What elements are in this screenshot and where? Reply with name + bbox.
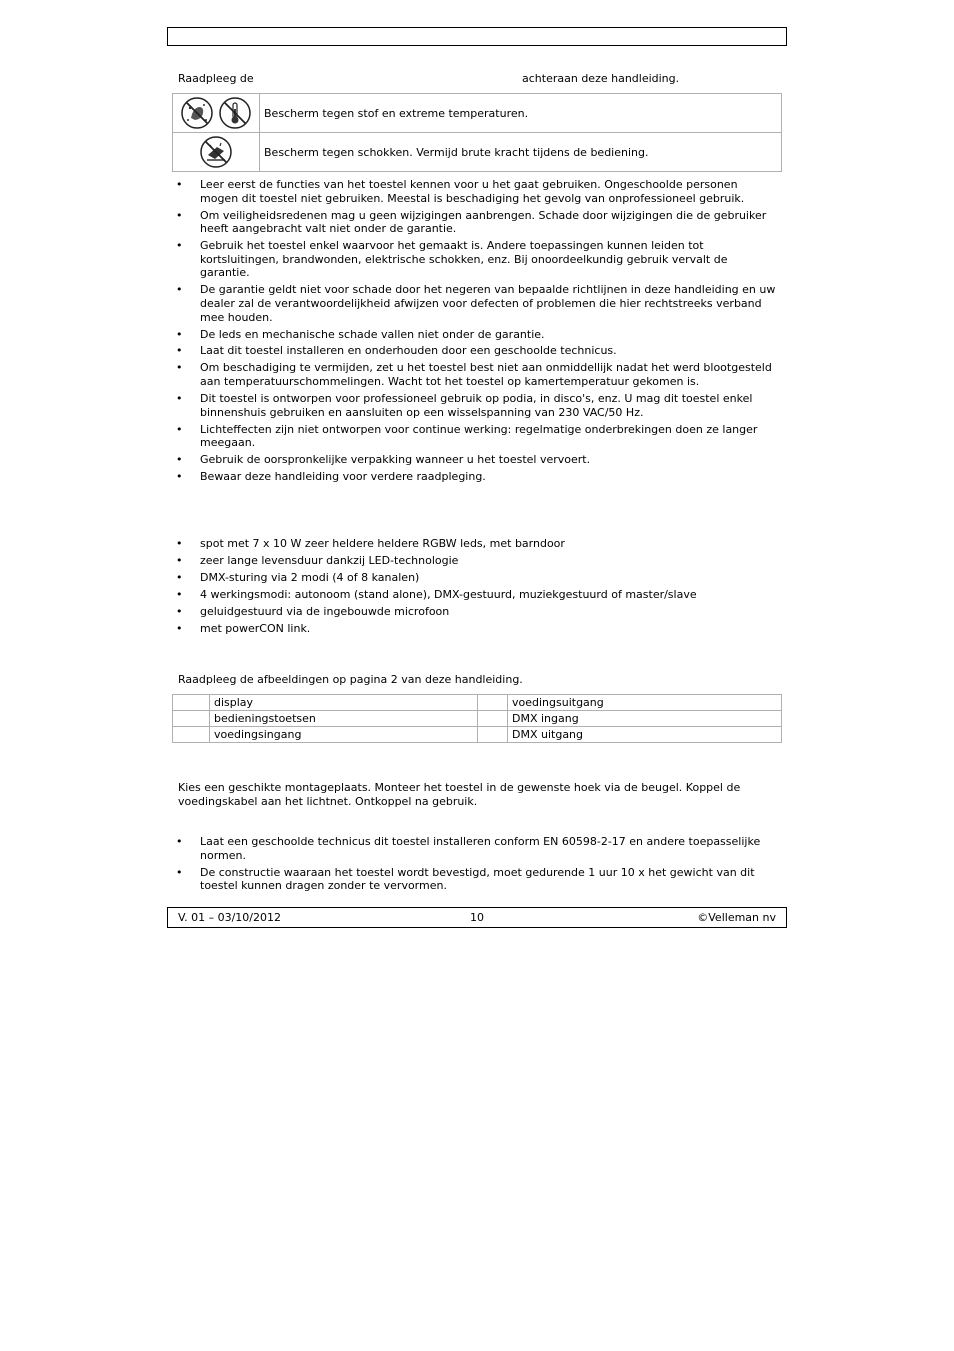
list-item	[176, 554, 776, 568]
list-item	[176, 470, 776, 484]
list-item-text: zeer lange levensduur dankzij LED-technologie	[200, 553, 459, 567]
list-item	[176, 423, 776, 450]
safety-list	[176, 178, 776, 487]
list-item-text: Bewaar deze handleiding voor verdere raadpleging.	[200, 470, 486, 484]
list-item	[176, 605, 776, 619]
symbol-row	[173, 94, 782, 133]
list-item	[176, 283, 776, 324]
list-item	[176, 392, 776, 419]
part-number	[173, 711, 210, 727]
bullet-icon: •	[176, 344, 183, 358]
list-item-text: Lichteffecten zijn niet ontworpen voor continue werking: regelmatige onderbrekingen doen ze langer meegaan.	[200, 422, 758, 450]
no-shock-icon	[199, 135, 233, 169]
list-item-text: Dit toestel is ontworpen voor professioneel gebruik op podia, in disco's, enz. U mag dit toestel enkel binnenshuis gebruiken en aansluiten op een wisselspanning van 230 VAC/50 Hz.	[200, 392, 753, 419]
list-item	[176, 537, 776, 551]
part-number	[478, 695, 508, 711]
part-number	[478, 711, 508, 727]
list-item-text: Gebruik de oorspronkelijke verpakking wanneer u het toestel vervoert.	[200, 453, 591, 467]
list-item-text: De leds en mechanische schade vallen niet onder de garantie.	[200, 327, 545, 341]
symbol-row	[173, 133, 782, 172]
intro-text-left: Raadpleeg de	[178, 72, 254, 85]
part-label: voedingsuitgang	[508, 695, 782, 711]
parts-table	[172, 694, 782, 743]
bullet-icon: •	[176, 553, 183, 567]
list-item-text: Laat een geschoolde technicus dit toestel installeren conform EN 60598-2-17 en andere toepasselijke normen.	[200, 835, 761, 862]
features-list	[176, 537, 776, 639]
bullet-icon: •	[176, 835, 183, 848]
bullet-icon: •	[176, 570, 183, 584]
part-label: voedingsingang	[210, 727, 478, 743]
bullet-icon: •	[176, 239, 183, 253]
footer-page-number: 10	[470, 911, 484, 924]
part-number	[173, 695, 210, 711]
list-item-text: Leer eerst de functies van het toestel kennen voor u het gaat gebruiken. Ongeschoolde personen mogen dit toestel niet gebruiken. Meestal is beschadiging het gevolg van onprofessioneel gebruik.	[200, 178, 745, 205]
bullet-icon: •	[176, 208, 183, 222]
list-item	[176, 344, 776, 358]
bullet-icon: •	[176, 283, 183, 297]
symbol-table	[172, 93, 782, 172]
list-item-text: Om beschadiging te vermijden, zet u het toestel best niet aan onmiddellijk nadat het werd blootgesteld aan temperatuurschommelingen. Wacht tot het toestel op kamertemperatuur gekomen is.	[200, 361, 772, 389]
footer-copyright: ©Velleman nv	[697, 911, 776, 924]
list-item-text: DMX-sturing via 2 modi (4 of 8 kanalen)	[200, 570, 420, 584]
footer-version: V. 01 – 03/10/2012	[178, 911, 281, 924]
bullet-icon: •	[176, 587, 183, 601]
install-list	[176, 835, 776, 896]
list-item	[176, 622, 776, 636]
page-footer	[167, 907, 787, 928]
page-header-box	[167, 27, 787, 46]
overview-intro-text: Raadpleeg de afbeeldingen op pagina 2 van deze handleiding.	[178, 673, 523, 686]
part-number	[173, 727, 210, 743]
list-item-text: Laat dit toestel installeren en onderhouden door een geschoolde technicus.	[200, 344, 617, 358]
install-intro-text: Kies een geschikte montageplaats. Monteer het toestel in de gewenste hoek via de beugel. Koppel de voedingskabel aan het lichtnet. Ontkoppel na gebruik.	[178, 781, 741, 808]
list-item-text: spot met 7 x 10 W zeer heldere heldere RGBW leds, met barndoor	[200, 537, 565, 550]
bullet-icon: •	[176, 604, 183, 618]
list-item	[176, 453, 776, 467]
bullet-icon: •	[176, 865, 183, 879]
bullet-icon: •	[176, 453, 183, 467]
part-number	[478, 727, 508, 743]
part-label: bedieningstoetsen	[210, 711, 478, 727]
list-item-text: met powerCON link.	[200, 621, 311, 635]
symbol-text: Bescherm tegen schokken. Vermijd brute kracht tijdens de bediening.	[260, 133, 782, 172]
symbol-icons-cell	[173, 133, 260, 172]
bullet-icon: •	[176, 621, 183, 635]
list-item-text: De garantie geldt niet voor schade door het negeren van bepaalde richtlijnen in deze handleiding en uw dealer zal de verantwoordelijkheid afwijzen voor defecten of problemen die hier rechtstreeks verband mee houden.	[200, 283, 776, 324]
list-item-text: geluidgestuurd via de ingebouwde microfoon	[200, 604, 450, 618]
list-item	[176, 328, 776, 342]
table-row	[173, 727, 782, 743]
bullet-icon: •	[176, 470, 183, 484]
bullet-icon: •	[176, 361, 183, 375]
bullet-icon: •	[176, 392, 183, 406]
list-item	[176, 209, 776, 236]
intro-text-right: achteraan deze handleiding.	[522, 72, 680, 85]
list-item	[176, 571, 776, 585]
list-item	[176, 835, 776, 862]
no-extreme-temperature-icon	[218, 96, 252, 130]
list-item-text: Gebruik het toestel enkel waarvoor het gemaakt is. Andere toepassingen kunnen leiden tot kortsluitingen, brandwonden, elektrische schokken, enz. Bij onoordeelkundig gebruik vervalt de garantie.	[200, 239, 728, 280]
part-label: DMX uitgang	[508, 727, 782, 743]
list-item-text: De constructie waaraan het toestel wordt bevestigd, moet gedurende 1 uur 10 x het gewicht van dit toestel kunnen dragen zonder te vervormen.	[200, 865, 755, 893]
bullet-icon: •	[176, 537, 183, 550]
symbol-text: Bescherm tegen stof en extreme temperaturen.	[260, 94, 782, 133]
list-item	[176, 588, 776, 602]
list-item-text: 4 werkingsmodi: autonoom (stand alone), DMX-gestuurd, muziekgestuurd of master/slave	[200, 587, 697, 601]
part-label: DMX ingang	[508, 711, 782, 727]
part-label: display	[210, 695, 478, 711]
bullet-icon: •	[176, 422, 183, 436]
list-item-text: Om veiligheidsredenen mag u geen wijzigingen aanbrengen. Schade door wijzigingen die de gebruiker heeft aangebracht valt niet onder de garantie.	[200, 208, 767, 236]
table-row	[173, 695, 782, 711]
list-item	[176, 361, 776, 388]
list-item	[176, 178, 776, 205]
no-dust-icon	[180, 96, 214, 130]
symbol-icons-cell	[173, 94, 260, 133]
bullet-icon: •	[176, 178, 183, 191]
list-item	[176, 866, 776, 893]
table-row	[173, 711, 782, 727]
list-item	[176, 239, 776, 280]
bullet-icon: •	[176, 327, 183, 341]
